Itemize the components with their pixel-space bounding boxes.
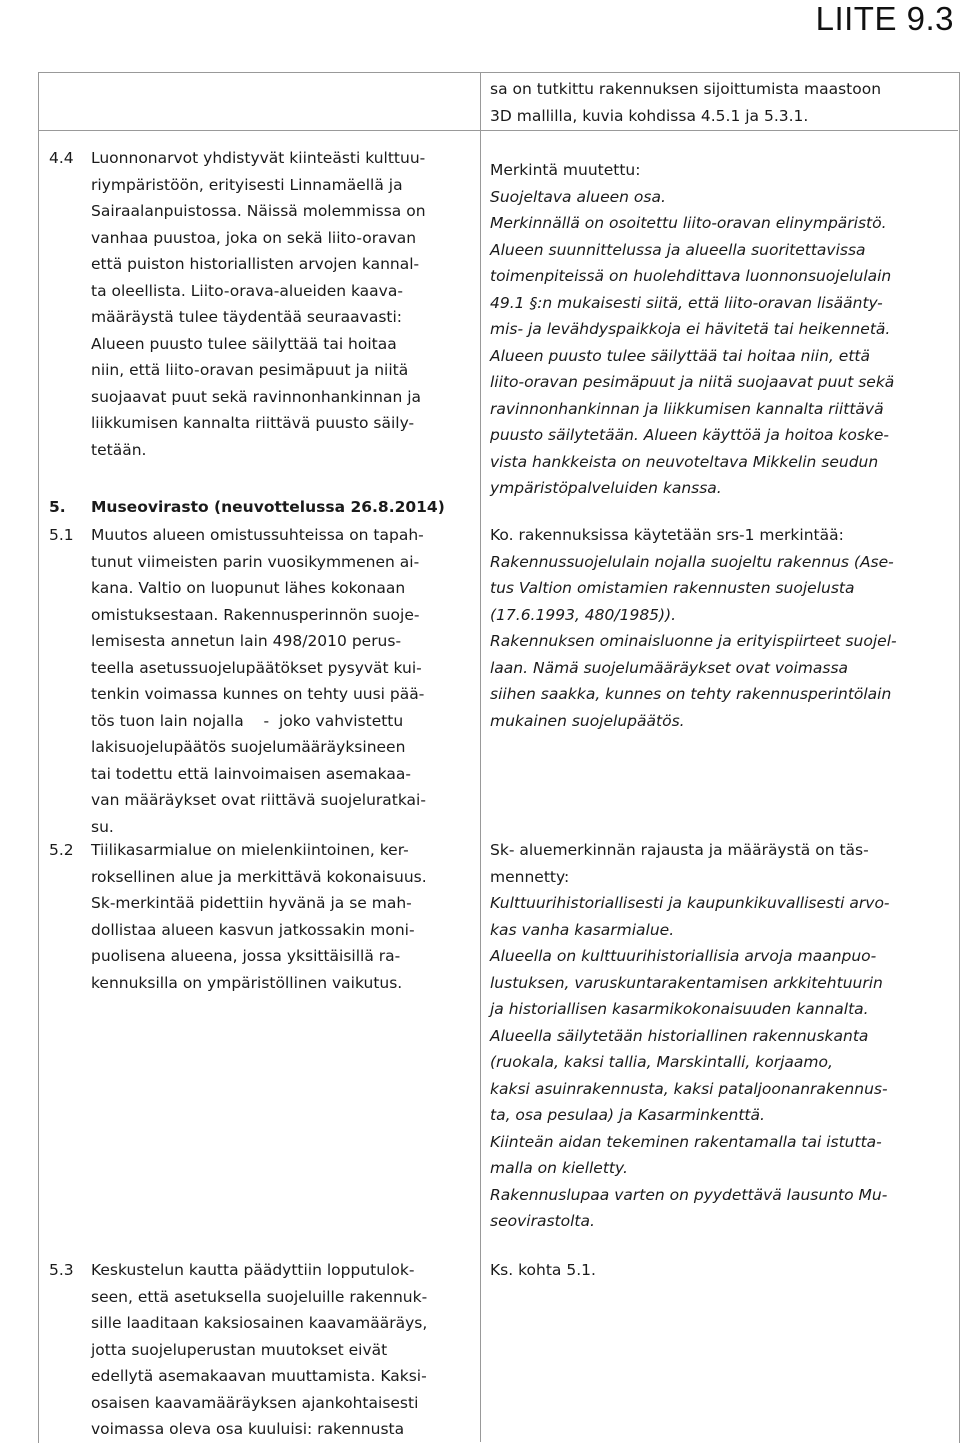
response-line: Rakennussuojelulain nojalla suojeltu rakennus (Ase- bbox=[490, 552, 894, 571]
section-number: 5. bbox=[49, 498, 66, 516]
response-line: Kulttuurihistoriallisesti ja kaupunkikuvallisesti arvo- bbox=[490, 894, 890, 912]
response-line: Alueella säilytetään historiallinen rakennuskanta bbox=[490, 1026, 869, 1045]
response-line: lustuksen, varuskuntarakentamisen arkkitehtuurin bbox=[490, 973, 883, 992]
section-line: vanhaa puustoa, joka on sekä liito-oravan bbox=[91, 228, 417, 247]
response-line: Suojeltava alueen osa. bbox=[490, 187, 666, 206]
section-line: Keskustelun kautta päädyttiin lopputulok- bbox=[91, 1261, 415, 1279]
response-line: Rakennuslupaa varten on pyydettävä lausunto Mu- bbox=[490, 1185, 888, 1204]
response-5-3 bbox=[490, 1257, 596, 1284]
section-line: omistuksestaan. Rakennusperinnön suoje- bbox=[91, 605, 420, 624]
response-line: Alueella on kulttuurihistoriallisia arvoja maanpuo- bbox=[490, 947, 877, 965]
section-line: tai todettu että lainvoimaisen asemakaa- bbox=[91, 764, 411, 783]
section-line: su. bbox=[91, 817, 114, 836]
section-line: sille laaditaan kaksiosainen kaavamääräys, bbox=[91, 1314, 428, 1332]
section-body bbox=[91, 837, 427, 996]
section-body bbox=[91, 522, 426, 840]
section-number: 5.2 bbox=[49, 841, 74, 859]
response-line: Merkinnällä on osoitettu liito-oravan elinympäristö. bbox=[490, 214, 887, 232]
response-line: ravinnonhankinnan ja liikkumisen kannalta riittävä bbox=[490, 399, 884, 418]
section-line: Tiilikasarmialue on mielenkiintoinen, ker- bbox=[91, 841, 409, 859]
row-divider bbox=[38, 130, 958, 131]
section-number: 4.4 bbox=[49, 149, 74, 167]
section-line: kennuksilla on ympäristöllinen vaikutus. bbox=[91, 973, 403, 992]
section-line: Alueen puusto tulee säilyttää tai hoitaa bbox=[91, 334, 397, 353]
section-line: liikkumisen kannalta riittävä puusto säily- bbox=[91, 414, 415, 432]
section-line: dollistaa alueen kasvun jatkossakin moni- bbox=[91, 920, 415, 939]
response-line: seovirastolta. bbox=[490, 1212, 595, 1230]
response-line: ta, osa pesulaa) ja Kasarminkenttä. bbox=[490, 1106, 765, 1124]
section-line: roksellinen alue ja merkittävä kokonaisuus. bbox=[91, 867, 427, 886]
section-line: määräystä tulee täydentää seuraavasti: bbox=[91, 308, 403, 326]
response-line: sa on tutkittu rakennuksen sijoittumista maastoon bbox=[490, 80, 882, 98]
response-line: ympäristöpalveluiden kanssa. bbox=[490, 479, 722, 497]
response-continuation bbox=[490, 76, 881, 129]
section-line: tös tuon lain nojalla - joko vahvistettu bbox=[91, 711, 404, 730]
response-line: Rakennuksen ominaisluonne ja erityispiirteet suojel- bbox=[490, 632, 897, 650]
response-line: laan. Nämä suojelumääräykset ovat voimassa bbox=[490, 658, 849, 677]
section-line: puolisena alueena, jossa yksittäisillä ra- bbox=[91, 947, 401, 965]
section-line: van määräykset ovat riittävä suojeluratkai- bbox=[91, 791, 426, 809]
response-line: liito-oravan pesimäpuut ja niitä suojaavat puut sekä bbox=[490, 373, 895, 391]
section-line: Sairaalanpuistossa. Näissä molemmissa on bbox=[91, 202, 426, 220]
section-line: seen, että asetuksella suojeluille rakennuk- bbox=[91, 1287, 428, 1306]
section-line: teella asetussuojelupäätökset pysyvät kui- bbox=[91, 658, 422, 677]
section-line: kana. Valtio on luopunut lähes kokonaan bbox=[91, 579, 406, 597]
response-line: malla on kielletty. bbox=[490, 1159, 628, 1177]
section-number: 5.1 bbox=[49, 526, 74, 544]
response-line: tus Valtion omistamien rakennusten suojelusta bbox=[490, 579, 855, 597]
section-line: riympäristöön, erityisesti Linnamäellä ja bbox=[91, 175, 403, 194]
response-line: kaksi asuinrakennusta, kaksi pataljoonanrakennus- bbox=[490, 1079, 888, 1098]
section-line: tenkin voimassa kunnes on tehty uusi pää- bbox=[91, 685, 425, 703]
section-line: Sk-merkintää pidettiin hyvänä ja se mah- bbox=[91, 894, 412, 912]
response-line: mis- ja levähdyspaikkoja ei hävitetä tai heikennetä. bbox=[490, 320, 891, 338]
response-line: Alueen suunnittelussa ja alueella suoritettavissa bbox=[490, 240, 866, 259]
appendix-label: LIITE 9.3 bbox=[815, 0, 954, 37]
response-4-4 bbox=[490, 157, 894, 502]
section-number: 5.3 bbox=[49, 1261, 74, 1279]
response-line: kas vanha kasarmialue. bbox=[490, 920, 675, 939]
section-line: niin, että liito-oravan pesimäpuut ja niitä bbox=[91, 361, 409, 379]
response-5-1 bbox=[490, 522, 897, 734]
response-heading: Ks. kohta 5.1. bbox=[490, 1261, 596, 1279]
response-5-2 bbox=[490, 837, 890, 1235]
section-line: jotta suojeluperustan muutokset eivät bbox=[91, 1340, 388, 1359]
section-line: lemisesta annetun lain 498/2010 perus- bbox=[91, 632, 402, 650]
response-line: 49.1 §:n mukaisesti siitä, että liito-oravan lisäänty- bbox=[490, 293, 883, 312]
response-heading: Sk- aluemerkinnän rajausta ja määräystä on täs- bbox=[490, 841, 869, 859]
response-line: ja historiallisen kasarmikokonaisuuden kannalta. bbox=[490, 1000, 869, 1018]
section-line: lakisuojelupäätös suojelumääräyksineen bbox=[91, 738, 406, 756]
section-line: että puiston historiallisten arvojen kannal- bbox=[91, 255, 420, 273]
section-line: suojaavat puut sekä ravinnonhankinnan ja bbox=[91, 387, 422, 406]
section-title: Museovirasto (neuvottelussa 26.8.2014) bbox=[91, 498, 445, 516]
response-line: Kiinteän aidan tekeminen rakentamalla tai istutta- bbox=[490, 1132, 882, 1151]
response-heading: mennetty: bbox=[490, 867, 570, 886]
section-line: edellytä asemakaavan muuttamista. Kaksi- bbox=[91, 1367, 427, 1385]
response-line: puusto säilytetään. Alueen käyttöä ja hoitoa koske- bbox=[490, 426, 890, 444]
section-line: tetään. bbox=[91, 440, 147, 459]
response-line: 3D mallilla, kuvia kohdissa 4.5.1 ja 5.3.1. bbox=[490, 106, 809, 125]
response-line: vista hankkeista on neuvoteltava Mikkelin seudun bbox=[490, 452, 879, 471]
column-divider bbox=[480, 72, 481, 1442]
response-line: (17.6.1993, 480/1985)). bbox=[490, 605, 677, 624]
response-heading: Merkintä muutettu: bbox=[490, 161, 641, 179]
section-line: Muutos alueen omistussuhteissa on tapah- bbox=[91, 526, 424, 544]
section-body bbox=[91, 1257, 427, 1443]
section-body bbox=[91, 145, 426, 463]
section-line: osaisen kaavamääräyksen ajankohtaisesti bbox=[91, 1393, 419, 1412]
section-line: ta oleellista. Liito-orava-alueiden kaava- bbox=[91, 281, 403, 300]
response-line: mukainen suojelupäätös. bbox=[490, 711, 685, 730]
section-line: tunut viimeisten parin vuosikymmenen ai- bbox=[91, 552, 420, 571]
response-line: siihen saakka, kunnes on tehty rakennusperintölain bbox=[490, 685, 892, 703]
section-line: Luonnonarvot yhdistyvät kiinteästi kulttuu- bbox=[91, 149, 426, 167]
section-line: voimassa oleva osa kuuluisi: rakennusta bbox=[91, 1420, 405, 1438]
response-heading: Ko. rakennuksissa käytetään srs-1 merkintää: bbox=[490, 526, 844, 544]
response-line: (ruokala, kaksi tallia, Marskintalli, korjaamo, bbox=[490, 1053, 833, 1071]
response-line: toimenpiteissä on huolehdittava luonnonsuojelulain bbox=[490, 267, 892, 285]
response-line: Alueen puusto tulee säilyttää tai hoitaa niin, että bbox=[490, 346, 870, 365]
